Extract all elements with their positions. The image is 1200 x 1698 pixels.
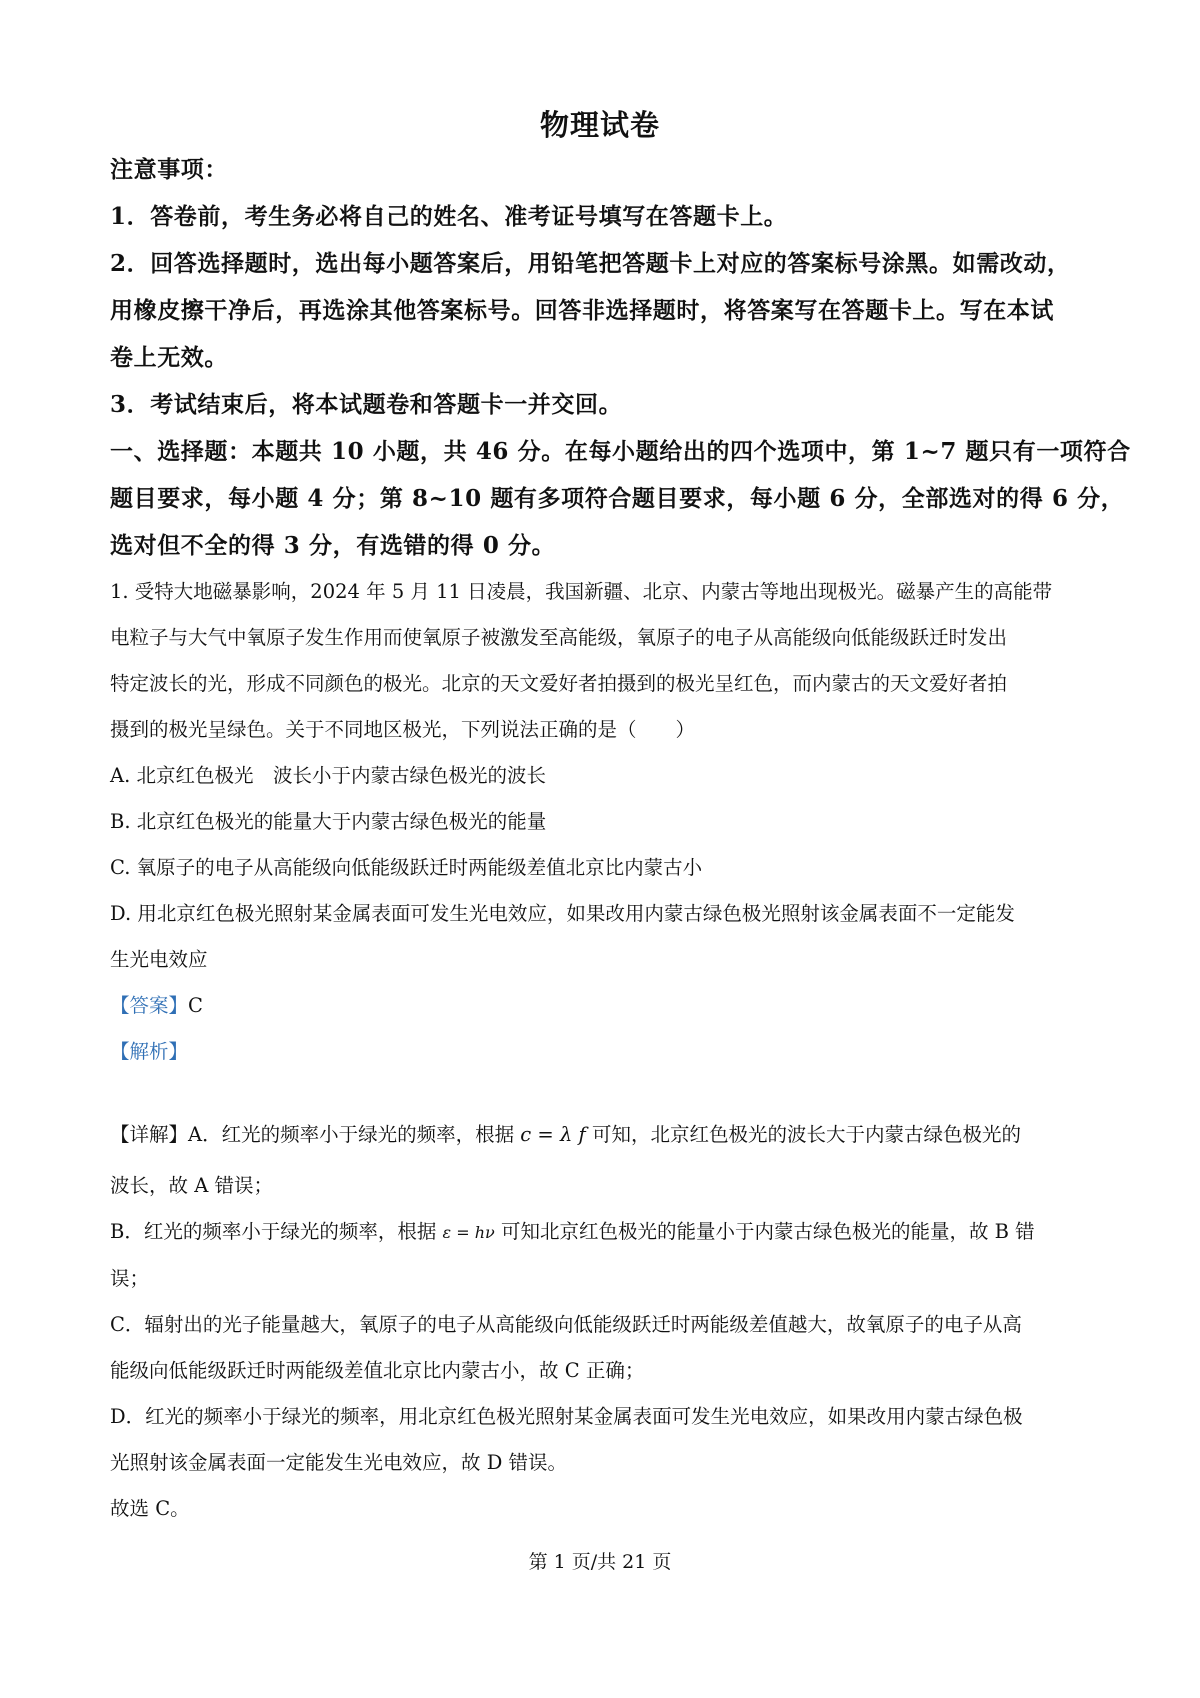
notice-item-2-line-2: 用橡皮擦干净后，再选涂其他答案标号。回答非选择题时，将答案写在答题卡上。写在本试: [110, 297, 1054, 324]
notice-item-2-line-3: 卷上无效。: [110, 344, 228, 371]
detail-b-suffix: 可知北京红色极光的能量小于内蒙古绿色极光的能量，故 B 错: [500, 1220, 1035, 1243]
question-stem-line-3: 特定波长的光，形成不同颜色的极光。北京的天文爱好者拍摄到的极光呈红色，而内蒙古的天文爱好者拍: [110, 672, 1008, 695]
detail-d-line-2: 光照射该金属表面一定能发生光电效应，故 D 错误。: [110, 1451, 568, 1474]
notice-heading: 注意事项：: [110, 156, 228, 183]
section-heading-line-3: 选对但不全的得 3 分，有选错的得 0 分。: [110, 532, 556, 559]
page-footer: 第 1 页/共 21 页: [528, 1551, 672, 1573]
detail-a-line-1: [110, 1109, 1100, 1160]
question-stem-line-1: 1. 受特大地磁暴影响，2024 年 5 月 11 日凌晨，我国新疆、北京、内蒙古等地出现极光。磁暴产生的高能带: [110, 580, 1053, 603]
option-a: A. 北京红色极光 波长小于内蒙古绿色极光的波长: [110, 764, 546, 787]
option-d-line-1: D. 用北京红色极光照射某金属表面可发生光电效应，如果改用内蒙古绿色极光照射该金属表面不一定能发: [110, 902, 1015, 925]
detail-a-prefix: 【详解】A．红光的频率小于绿光的频率，根据: [110, 1123, 515, 1146]
answer-value: C: [188, 994, 203, 1017]
section-heading-line-1: 一、选择题：本题共 10 小题，共 46 分。在每小题给出的四个选项中，第 1~7 题只有一项符合: [110, 438, 1131, 465]
detail-b-line-2: 误；: [110, 1267, 150, 1290]
formula-c-lambda-f: c = λ f: [520, 1123, 586, 1146]
page-title: 物理试卷: [539, 108, 660, 142]
detail-rest: [110, 1209, 1100, 1532]
notice-item-2-line-1: 2．回答选择题时，选出每小题答案后，用铅笔把答题卡上对应的答案标号涂黑。如需改动，: [110, 250, 1071, 277]
detail-d-line-1: D．红光的频率小于绿光的频率，用北京红色极光照射某金属表面可发生光电效应，如果改用内蒙古绿色极: [110, 1405, 1023, 1428]
analysis-line: [110, 1029, 1100, 1075]
detail-b-prefix: B．红光的频率小于绿光的频率，根据: [110, 1220, 437, 1243]
question-stem-line-2: 电粒子与大气中氧原子发生作用而使氧原子被激发至高能级，氧原子的电子从高能级向低能级跃迁时发出: [110, 626, 1008, 649]
detail-conclusion: 故选 C。: [110, 1497, 190, 1520]
notice-item-3: 3．考试结束后，将本试题卷和答题卡一并交回。: [110, 391, 623, 418]
section-heading-line-2: 题目要求，每小题 4 分；第 8~10 题有多项符合题目要求，每小题 6 分，全部选对的得 6 分，: [110, 485, 1125, 512]
answer-tag: 【答案】: [110, 994, 189, 1017]
answer-line: [110, 983, 1100, 1029]
detail-c-line-1: C．辐射出的光子能量越大，氧原子的电子从高能级向低能级跃迁时两能级差值越大，故氧原子的电子从高: [110, 1313, 1022, 1336]
detail-a-suffix: 可知，北京红色极光的波长大于内蒙古绿色极光的: [591, 1123, 1021, 1146]
notice-item-1: 1．答卷前，考生务必将自己的姓名、准考证号填写在答题卡上。: [110, 203, 788, 230]
option-d-line-2: 生光电效应: [110, 948, 208, 971]
option-c: C. 氧原子的电子从高能级向低能级跃迁时两能级差值北京比内蒙古小: [110, 856, 703, 879]
analysis-tag: 【解析】: [110, 1040, 189, 1063]
detail-a: [110, 1109, 1100, 1211]
question-stem-line-4: 摄到的极光呈绿色。关于不同地区极光，下列说法正确的是（ ）: [110, 718, 696, 741]
option-b: B. 北京红色极光的能量大于内蒙古绿色极光的能量: [110, 810, 547, 833]
detail-c-line-2: 能级向低能级跃迁时两能级差值北京比内蒙古小，故 C 正确；: [110, 1359, 645, 1382]
detail-a-line-2: 波长，故 A 错误；: [110, 1174, 273, 1197]
formula-e-h-nu: ε = hν: [442, 1223, 495, 1242]
question-1: [110, 569, 1100, 1075]
notice-section: [110, 146, 1131, 569]
detail-b-line-1: [110, 1209, 1100, 1256]
